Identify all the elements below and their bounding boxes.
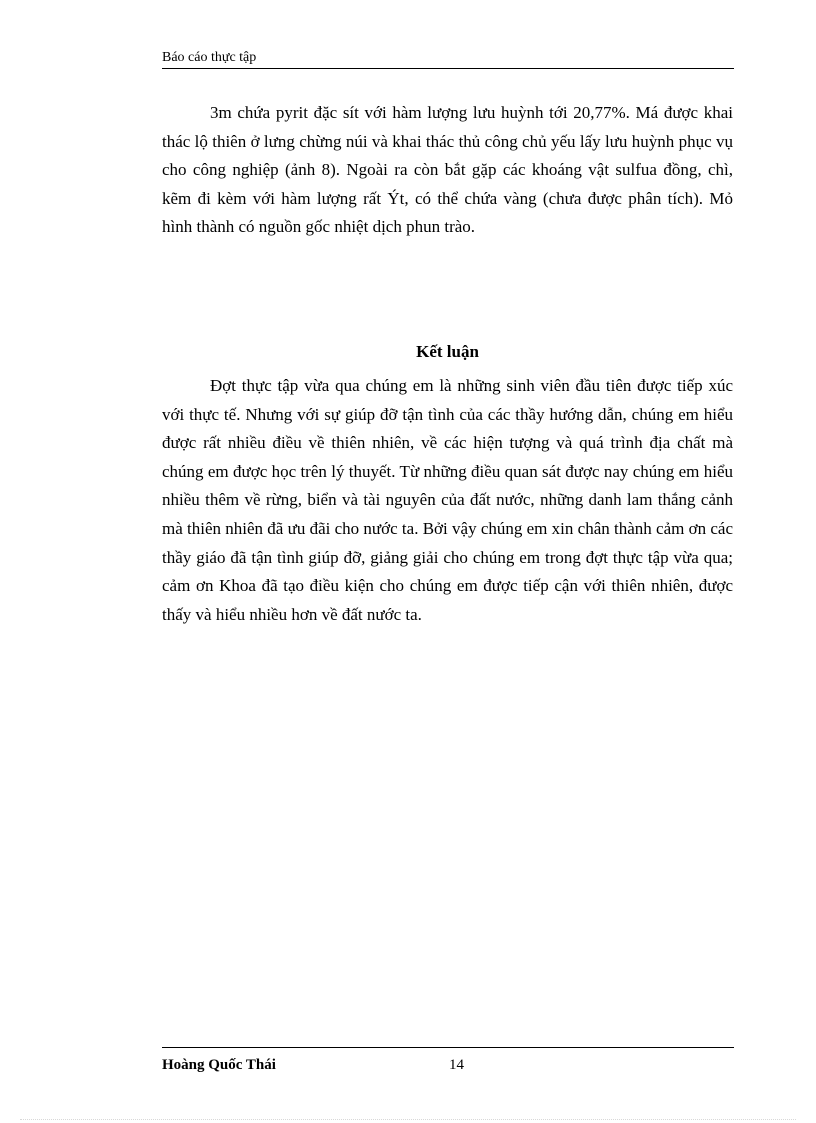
header-title: Báo cáo thực tập: [162, 50, 257, 65]
footer-author: Hoàng Quốc Thái: [162, 1057, 276, 1073]
page-bottom-edge: [20, 1119, 796, 1120]
body-paragraph-1: 3m chứa pyrit đặc sít với hàm lượng lưu huỳnh tới 20,77%. Má được khai thác lộ thiên ở lưng chừng núi và khai thác thủ công chủ yếu lấy lưu huỳnh phục vụ cho công nghiệp (ảnh 8). Ngoài ra còn bắt gặp các khoáng vật sulfua đồng, chì, kẽm đi kèm với hàm lượng rất Ýt, có thể chứa vàng (chưa được phân tích). Mỏ hình thành có nguồn gốc nhiệt dịch phun trào.: [162, 103, 733, 237]
section-heading-conclusion: Kết luận: [416, 342, 479, 361]
page-header: [162, 49, 734, 69]
body-paragraph-2: Đợt thực tập vừa qua chúng em là những sinh viên đầu tiên được tiếp xúc với thực tế. Nhưng với sự giúp đỡ tận tình của các thầy hướng dẫn, chúng em hiểu được rất nhiều điều về thiên nhiên, về các hiện tượng và quá trình địa chất mà chúng em được học trên lý thuyết. Từ những điều quan sát được nay chúng em hiểu nhiều thêm về rừng, biển và tài nguyên của đất nước, những danh lam thắng cảnh mà thiên nhiên đã ưu đãi cho nước ta. Bởi vậy chúng em xin chân thành cảm ơn các thầy giáo đã tận tình giúp đỡ, giảng giải cho chúng em trong đợt thực tập vừa qua; cảm ơn Khoa đã tạo điều kiện cho chúng em được tiếp cận với thiên nhiên, được thấy và hiểu nhiều hơn về đất nước ta.: [162, 376, 733, 624]
footer-rule: [162, 1047, 734, 1048]
footer-page-number: 14: [449, 1057, 464, 1073]
